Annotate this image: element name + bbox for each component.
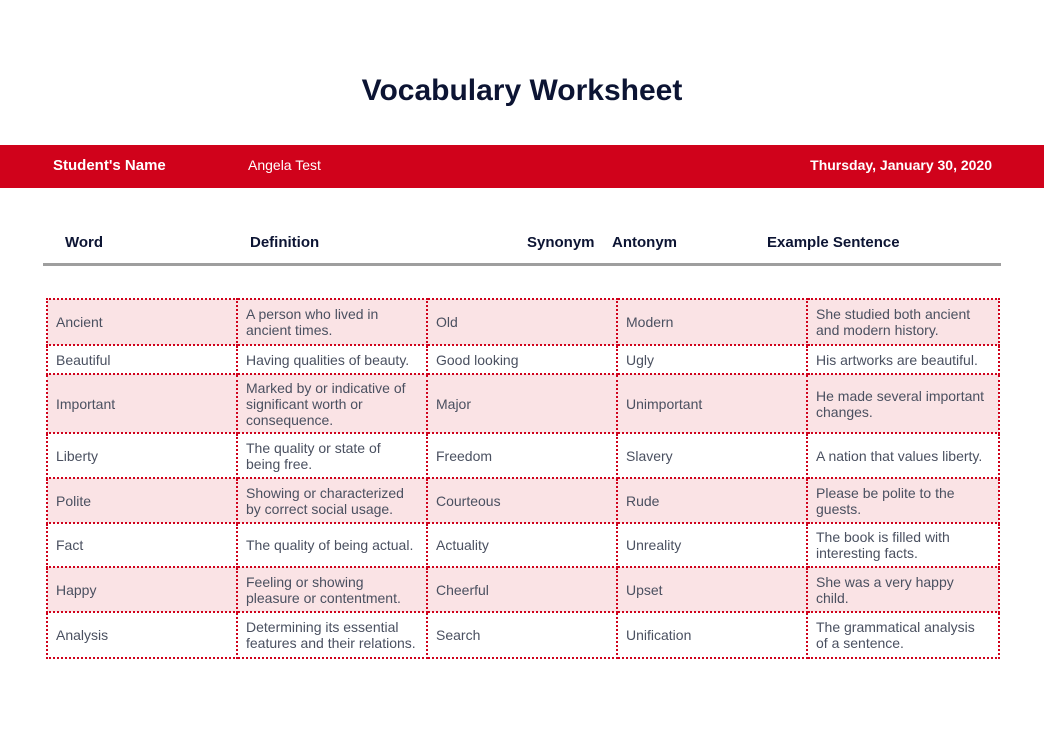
cell-antonym: Modern [617, 299, 807, 345]
cell-definition: Having qualities of beauty. [237, 345, 427, 374]
worksheet-date: Thursday, January 30, 2020 [810, 157, 992, 173]
cell-word: Beautiful [47, 345, 237, 374]
cell-synonym: Old [427, 299, 617, 345]
cell-antonym: Ugly [617, 345, 807, 374]
cell-antonym: Unreality [617, 523, 807, 567]
cell-example: Please be polite to the guests. [807, 478, 999, 523]
cell-definition: Marked by or indicative of significant worth or consequence. [237, 374, 427, 433]
cell-word: Analysis [47, 612, 237, 658]
column-header-row [43, 228, 1001, 266]
table-row [47, 433, 999, 478]
cell-synonym: Major [427, 374, 617, 433]
table-row [47, 345, 999, 374]
table-row [47, 478, 999, 523]
cell-word: Fact [47, 523, 237, 567]
cell-definition: Feeling or showing pleasure or contentment. [237, 567, 427, 612]
column-header-antonym: Antonym [612, 234, 677, 251]
cell-definition: A person who lived in ancient times. [237, 299, 427, 345]
cell-example: His artworks are beautiful. [807, 345, 999, 374]
cell-synonym: Freedom [427, 433, 617, 478]
cell-word: Liberty [47, 433, 237, 478]
cell-synonym: Actuality [427, 523, 617, 567]
table-row [47, 299, 999, 345]
cell-antonym: Unimportant [617, 374, 807, 433]
table-row [47, 612, 999, 658]
cell-example: She studied both ancient and modern history. [807, 299, 999, 345]
column-header-definition: Definition [250, 234, 320, 251]
cell-definition: The quality or state of being free. [237, 433, 427, 478]
student-banner [0, 145, 1044, 188]
cell-example: He made several important changes. [807, 374, 999, 433]
cell-word: Important [47, 374, 237, 433]
column-header-word: Word [65, 234, 104, 251]
cell-antonym: Unification [617, 612, 807, 658]
cell-antonym: Slavery [617, 433, 807, 478]
cell-definition: Showing or characterized by correct social usage. [237, 478, 427, 523]
cell-synonym: Courteous [427, 478, 617, 523]
cell-definition: The quality of being actual. [237, 523, 427, 567]
student-name-label: Student's Name [53, 157, 166, 174]
table-row [47, 374, 999, 433]
cell-antonym: Upset [617, 567, 807, 612]
cell-word: Happy [47, 567, 237, 612]
vocabulary-table [46, 298, 1000, 659]
student-name-value: Angela Test [248, 157, 321, 173]
cell-definition: Determining its essential features and their relations. [237, 612, 427, 658]
cell-synonym: Good looking [427, 345, 617, 374]
page-title: Vocabulary Worksheet [361, 74, 683, 107]
table-row [47, 567, 999, 612]
cell-word: Ancient [47, 299, 237, 345]
column-header-example: Example Sentence [767, 234, 900, 251]
table-row [47, 523, 999, 567]
column-header-synonym: Synonym [527, 234, 595, 251]
cell-example: A nation that values liberty. [807, 433, 999, 478]
cell-example: The grammatical analysis of a sentence. [807, 612, 999, 658]
cell-example: The book is filled with interesting facts. [807, 523, 999, 567]
cell-example: She was a very happy child. [807, 567, 999, 612]
cell-synonym: Search [427, 612, 617, 658]
cell-antonym: Rude [617, 478, 807, 523]
cell-synonym: Cheerful [427, 567, 617, 612]
cell-word: Polite [47, 478, 237, 523]
